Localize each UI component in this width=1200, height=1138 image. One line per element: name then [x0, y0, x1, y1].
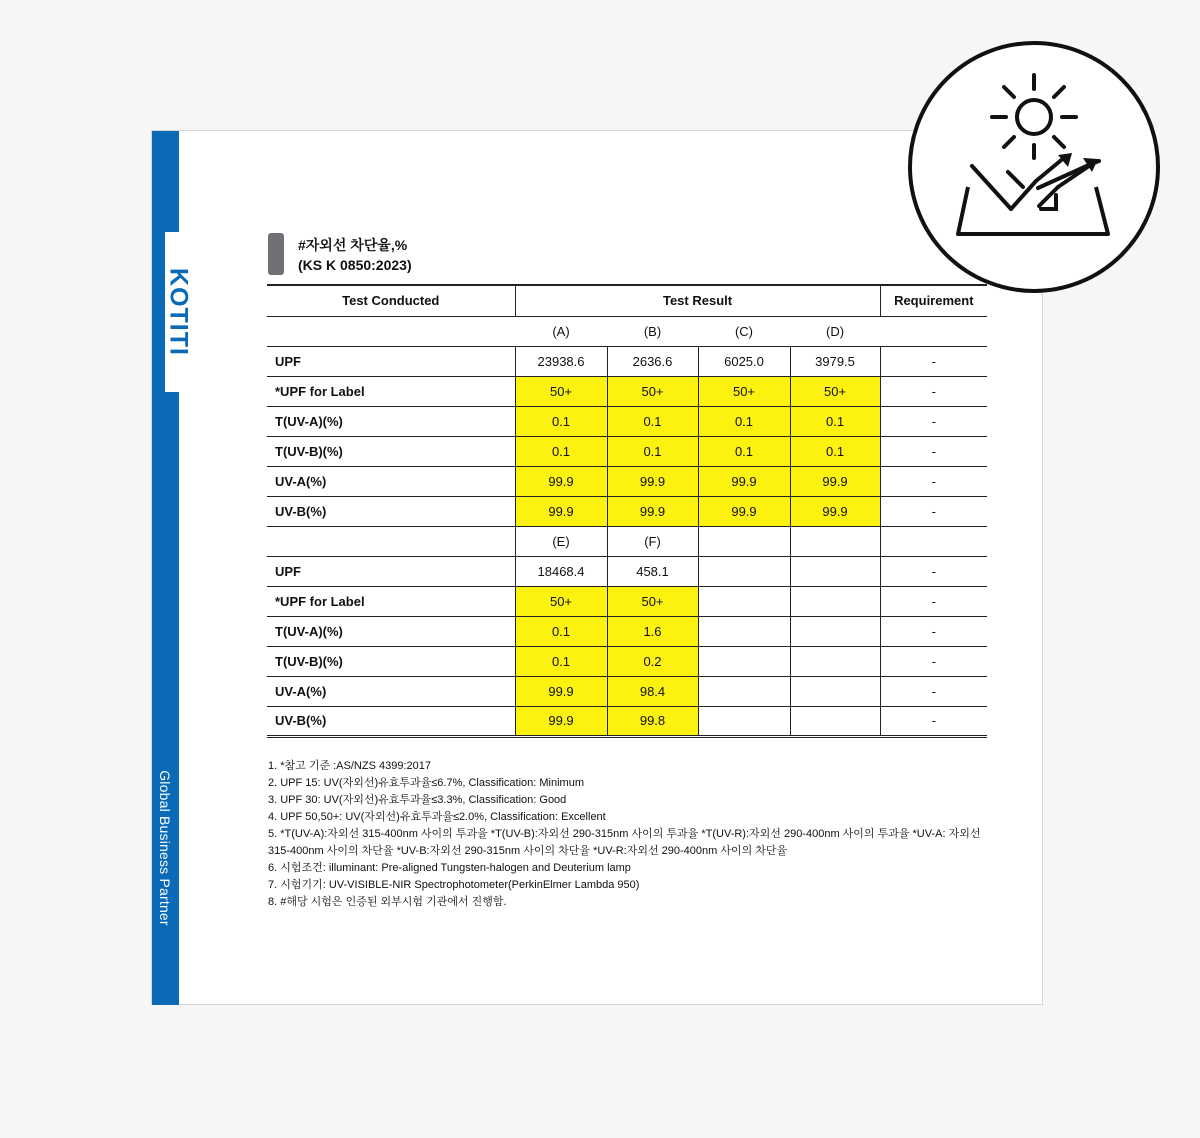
brand-logo: KOTITI: [164, 268, 193, 356]
value-cell: 99.9: [607, 496, 698, 526]
value-cell: 3979.5: [790, 346, 880, 376]
requirement-cell: -: [880, 676, 987, 706]
table-row: [267, 436, 987, 466]
header-test-conducted: Test Conducted: [267, 285, 515, 316]
sample-label: (C): [698, 316, 790, 346]
footnote: 3. UPF 30: UV(자외선)유효투과율≤3.3%, Classification: Good: [268, 794, 567, 806]
table-row: [267, 346, 987, 376]
value-cell: [790, 556, 880, 586]
row-label: T(UV-B)(%): [267, 436, 515, 466]
sample-label: (D): [790, 316, 880, 346]
value-cell: 99.9: [607, 466, 698, 496]
footnote: 8. #해당 시험은 인증된 외부시험 기관에서 진행함.: [268, 896, 507, 908]
row-label: UV-A(%): [267, 676, 515, 706]
sample-header-row: [267, 526, 987, 556]
table-row: [267, 376, 987, 406]
table-cell: [880, 316, 987, 346]
row-label: UPF: [267, 556, 515, 586]
row-label: T(UV-B)(%): [267, 646, 515, 676]
footnotes: [268, 758, 986, 911]
value-cell: 18468.4: [515, 556, 607, 586]
sample-label: [698, 526, 790, 556]
value-cell: 50+: [515, 586, 607, 616]
value-cell: 50+: [515, 376, 607, 406]
value-cell: 0.1: [607, 436, 698, 466]
requirement-cell: -: [880, 466, 987, 496]
row-label: UV-B(%): [267, 496, 515, 526]
value-cell: 50+: [790, 376, 880, 406]
section-standard: (KS K 0850:2023): [298, 257, 412, 273]
value-cell: [698, 706, 790, 736]
value-cell: 0.1: [515, 616, 607, 646]
value-cell: 50+: [607, 376, 698, 406]
table-row: [267, 616, 987, 646]
table-row: [267, 586, 987, 616]
value-cell: [790, 616, 880, 646]
value-cell: 99.9: [698, 496, 790, 526]
sun-uv-reflection-icon: [908, 41, 1160, 293]
sample-label: (B): [607, 316, 698, 346]
row-label: *UPF for Label: [267, 586, 515, 616]
requirement-cell: -: [880, 706, 987, 736]
value-cell: 0.1: [515, 406, 607, 436]
value-cell: 99.9: [515, 706, 607, 736]
table-row: [267, 466, 987, 496]
results-table: [267, 284, 987, 738]
sample-label: (F): [607, 526, 698, 556]
value-cell: 99.9: [515, 496, 607, 526]
requirement-cell: -: [880, 346, 987, 376]
table-cell: [267, 526, 515, 556]
requirement-cell: -: [880, 646, 987, 676]
footnote: 2. UPF 15: UV(자외선)유효투과율≤6.7%, Classification: Minimum: [268, 777, 584, 789]
value-cell: [790, 676, 880, 706]
value-cell: 0.1: [790, 406, 880, 436]
sample-label: [790, 526, 880, 556]
value-cell: 0.1: [607, 406, 698, 436]
footnote: 4. UPF 50,50+: UV(자외선)유효투과율≤2.0%, Classification: Excellent: [268, 811, 606, 823]
value-cell: 0.2: [607, 646, 698, 676]
footnote: 1. *참고 기준 :AS/NZS 4399:2017: [268, 760, 431, 772]
requirement-cell: -: [880, 496, 987, 526]
value-cell: 50+: [607, 586, 698, 616]
table-row: [267, 646, 987, 676]
section-title: #자외선 차단율,%: [298, 237, 408, 253]
value-cell: 99.8: [607, 706, 698, 736]
value-cell: [698, 556, 790, 586]
value-cell: 99.9: [790, 496, 880, 526]
value-cell: 0.1: [790, 436, 880, 466]
value-cell: [790, 586, 880, 616]
value-cell: 0.1: [698, 436, 790, 466]
footnote: 5. *T(UV-A):자외선 315-400nm 사이의 투과율 *T(UV-B):자외선 290-315nm 사이의 투과율 *T(UV-R):자외선 290-400nm 사이의 투과율 *UV-A: 자외선 315-400nm 사이의 차단율 *UV-B:자외선 290-315nm 사이의 차단율 *UV-R:자외선 290-400nm 사이의 차단율: [268, 828, 981, 857]
table-row: [267, 496, 987, 526]
row-label: *UPF for Label: [267, 376, 515, 406]
brand-tagline: Global Business Partner: [157, 770, 173, 926]
requirement-cell: -: [880, 556, 987, 586]
requirement-cell: -: [880, 406, 987, 436]
value-cell: [698, 646, 790, 676]
row-label: T(UV-A)(%): [267, 616, 515, 646]
value-cell: [698, 676, 790, 706]
sample-header-row: [267, 316, 987, 346]
value-cell: [790, 706, 880, 736]
table-header-row: [267, 285, 987, 316]
value-cell: 99.9: [698, 466, 790, 496]
table-row: [267, 406, 987, 436]
sample-label: (A): [515, 316, 607, 346]
sample-label: (E): [515, 526, 607, 556]
row-label: UV-B(%): [267, 706, 515, 736]
value-cell: 99.9: [515, 466, 607, 496]
value-cell: 0.1: [698, 406, 790, 436]
value-cell: 99.9: [515, 676, 607, 706]
value-cell: 99.9: [790, 466, 880, 496]
footnote: 6. 시험조건: illuminant: Pre-aligned Tungsten-halogen and Deuterium lamp: [268, 862, 631, 874]
value-cell: 1.6: [607, 616, 698, 646]
value-cell: 0.1: [515, 436, 607, 466]
value-cell: [698, 586, 790, 616]
header-test-result: Test Result: [515, 285, 880, 316]
requirement-cell: -: [880, 436, 987, 466]
header-requirement: Requirement: [880, 285, 987, 316]
value-cell: 458.1: [607, 556, 698, 586]
value-cell: 0.1: [515, 646, 607, 676]
value-cell: 50+: [698, 376, 790, 406]
table-row: [267, 676, 987, 706]
value-cell: [698, 616, 790, 646]
requirement-cell: -: [880, 376, 987, 406]
table-row: [267, 556, 987, 586]
row-label: UV-A(%): [267, 466, 515, 496]
value-cell: 2636.6: [607, 346, 698, 376]
value-cell: [790, 646, 880, 676]
table-cell: [880, 526, 987, 556]
requirement-cell: -: [880, 616, 987, 646]
table-cell: [267, 316, 515, 346]
requirement-cell: -: [880, 586, 987, 616]
value-cell: 98.4: [607, 676, 698, 706]
value-cell: 23938.6: [515, 346, 607, 376]
title-marker: [268, 233, 284, 275]
row-label: UPF: [267, 346, 515, 376]
row-label: T(UV-A)(%): [267, 406, 515, 436]
table-row: [267, 706, 987, 736]
value-cell: 6025.0: [698, 346, 790, 376]
footnote: 7. 시험기기: UV-VISIBLE-NIR Spectrophotometer(PerkinElmer Lambda 950): [268, 879, 640, 891]
